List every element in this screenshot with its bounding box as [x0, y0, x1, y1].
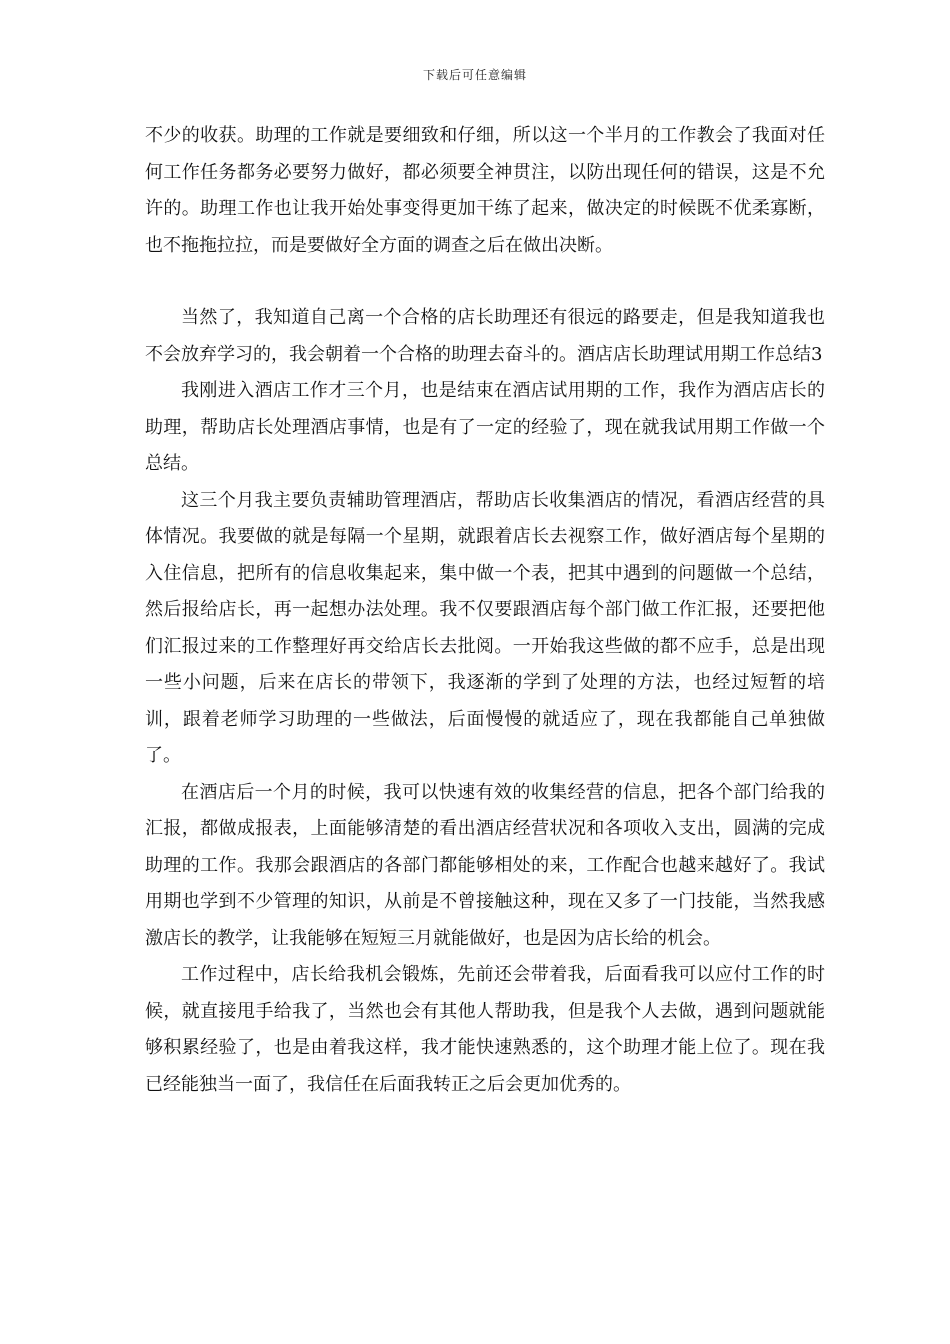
paragraph: 不少的收获。助理的工作就是要细致和仔细，所以这一个半月的工作教会了我面对任何工作任务都务必要努力做好，都必须要全神贯注，以防出现任何的错误，这是不允许的。助理工作也让我开始处事变得更加干练了起来，做决定的时候既不优柔寡断，也不拖拖拉拉，而是要做好全方面的调查之后在做出决断。	[145, 125, 825, 256]
paragraph-gap	[145, 264, 825, 300]
document-body	[145, 118, 825, 1103]
paragraph: 当然了，我知道自己离一个合格的店长助理还有很远的路要走，但是我知道我也不会放弃学习的，我会朝着一个合格的助理去奋斗的。酒店店长助理试用期工作总结3	[145, 307, 825, 365]
page-header: 下载后可任意编辑	[422, 68, 527, 82]
paragraph: 工作过程中，店长给我机会锻炼，先前还会带着我，后面看我可以应付工作的时候，就直接甩手给我了，当然也会有其他人帮助我，但是我个人去做，遇到问题就能够积累经验了，也是由着我这样，我才能快速熟悉的，这个助理才能上位了。现在我已经能独当一面了，我信任在后面我转正之后会更加优秀的。	[145, 964, 825, 1095]
paragraph: 这三个月我主要负责辅助管理酒店，帮助店长收集酒店的情况，看酒店经营的具体情况。我要做的就是每隔一个星期，就跟着店长去视察工作，做好酒店每个星期的入住信息，把所有的信息收集起来，集中做一个表，把其中遇到的问题做一个总结，然后报给店长，再一起想办法处理。我不仅要跟酒店每个部门做工作汇报，还要把他们汇报过来的工作整理好再交给店长去批阅。一开始我这些做的都不应手，总是出现一些小问题，后来在店长的带领下，我逐渐的学到了处理的方法，也经过短暂的培训，跟着老师学习助理的一些做法，后面慢慢的就适应了，现在我都能自己单独做了。	[145, 489, 825, 766]
paragraph: 在酒店后一个月的时候，我可以快速有效的收集经营的信息，把各个部门给我的汇报，都做成报表，上面能够清楚的看出酒店经营状况和各项收入支出，圆满的完成助理的工作。我那会跟酒店的各部门都能够相处的来，工作配合也越来越好了。我试用期也学到不少管理的知识，从前是不曾接触这种，现在又多了一门技能，当然我感激店长的教学，让我能够在短短三月就能做好，也是因为店长给的机会。	[145, 781, 825, 949]
paragraph: 我刚进入酒店工作才三个月，也是结束在酒店试用期的工作，我作为酒店店长的助理，帮助店长处理酒店事情，也是有了一定的经验了，现在就我试用期工作做一个总结。	[145, 380, 825, 474]
